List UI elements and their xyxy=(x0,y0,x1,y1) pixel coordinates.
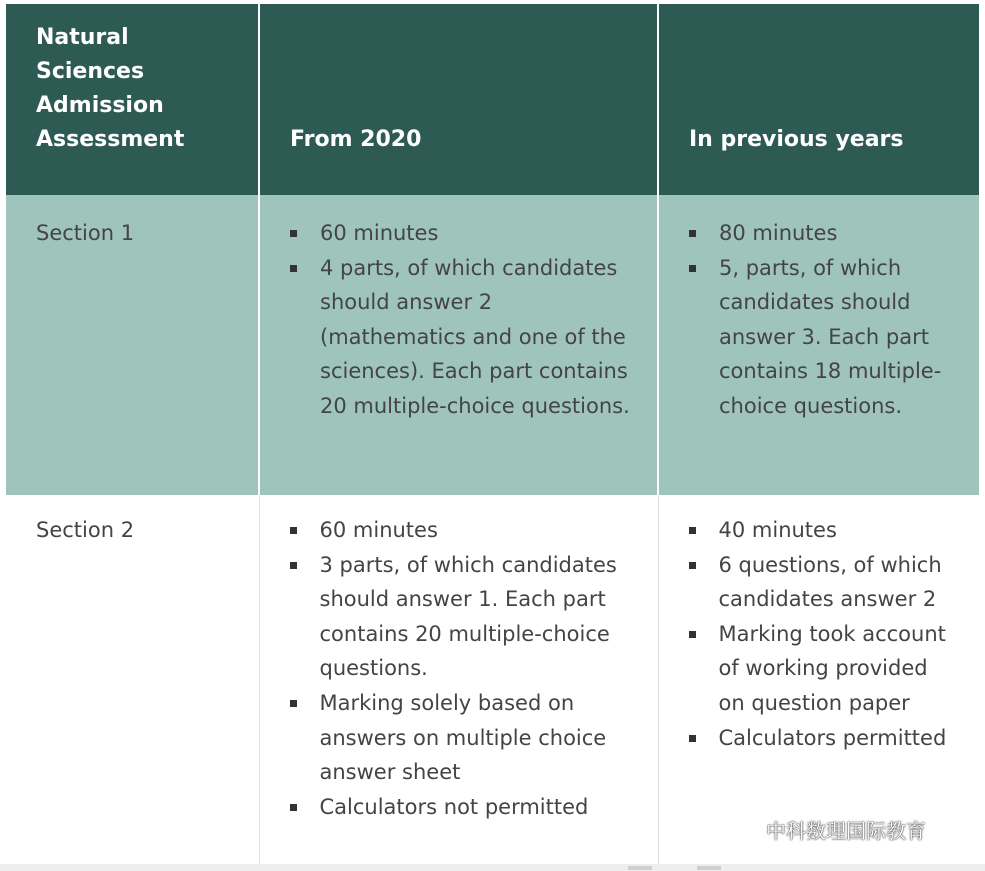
list-item: 40 minutes xyxy=(689,513,956,548)
list-item: 80 minutes xyxy=(689,216,955,251)
watermark xyxy=(732,814,926,844)
table-row xyxy=(6,195,979,495)
list-item: Calculators permitted xyxy=(689,721,956,756)
bullet-list xyxy=(290,216,633,424)
list-item: 60 minutes xyxy=(290,216,633,251)
table-row xyxy=(6,495,979,866)
bullet-icon xyxy=(689,265,696,272)
header-previous-years: In previous years xyxy=(658,4,979,195)
bullet-icon xyxy=(290,527,297,534)
list-item: 4 parts, of which candidates should answer 2 (mathematics and one of the sciences). Each part contains 20 multiple-choice questions. xyxy=(290,251,633,424)
watermark-text: 中科数理国际教育 xyxy=(766,818,926,843)
bullet-list xyxy=(689,216,955,424)
strip-mark xyxy=(697,866,721,870)
bullet-icon xyxy=(290,804,297,811)
strip-mark xyxy=(628,866,652,870)
bullet-icon xyxy=(689,562,696,569)
cell-previous-years xyxy=(658,495,979,866)
list-item: Marking took account of working provided on question paper xyxy=(689,617,956,721)
comparison-table xyxy=(6,4,979,866)
bullet-icon xyxy=(290,230,297,237)
bullet-list xyxy=(290,513,634,824)
row-label: Section 2 xyxy=(6,495,259,866)
list-item: Calculators not permitted xyxy=(290,790,634,825)
cell-from-2020 xyxy=(259,495,658,866)
wechat-icon xyxy=(732,817,760,841)
bullet-icon xyxy=(290,562,297,569)
row-label: Section 1 xyxy=(6,195,259,495)
header-row xyxy=(6,4,979,195)
list-item: 60 minutes xyxy=(290,513,634,548)
cell-previous-years xyxy=(658,195,979,495)
bullet-icon xyxy=(689,230,696,237)
scroll-strip xyxy=(0,864,985,871)
bullet-icon xyxy=(689,735,696,742)
bullet-icon xyxy=(290,700,297,707)
header-assessment: Natural Sciences Admission Assessment xyxy=(6,4,259,195)
list-item: 6 questions, of which candidates answer 2 xyxy=(689,548,956,617)
cell-from-2020 xyxy=(259,195,658,495)
bullet-icon xyxy=(290,265,297,272)
bullet-list xyxy=(689,513,956,755)
header-from-2020: From 2020 xyxy=(259,4,658,195)
bullet-icon xyxy=(689,527,696,534)
list-item: 5, parts, of which candidates should answer 3. Each part contains 18 multiple-choice questions. xyxy=(689,251,955,424)
list-item: Marking solely based on answers on multiple choice answer sheet xyxy=(290,686,634,790)
list-item: 3 parts, of which candidates should answer 1. Each part contains 20 multiple-choice questions. xyxy=(290,548,634,686)
bullet-icon xyxy=(689,631,696,638)
